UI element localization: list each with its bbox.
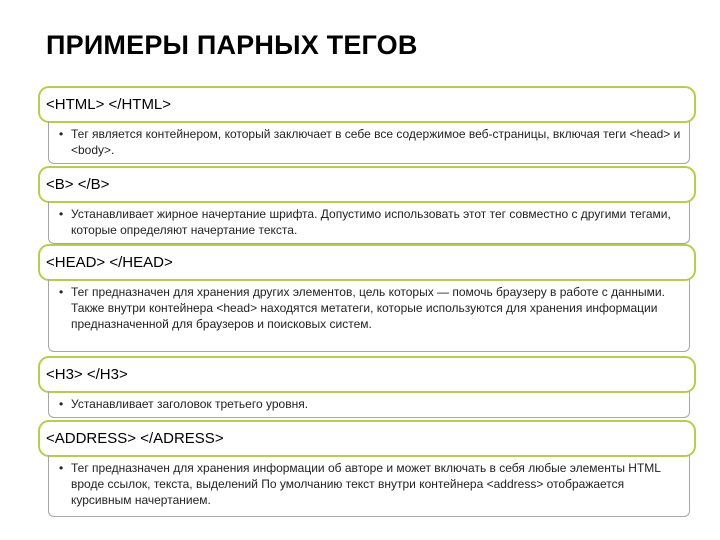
tag-label-html: <HTML> </HTML> bbox=[46, 96, 172, 113]
page-title: ПРИМЕРЫ ПАРНЫХ ТЕГОВ bbox=[46, 30, 418, 60]
tag-description-b bbox=[48, 201, 690, 244]
tag-box-html bbox=[38, 86, 696, 123]
bullet-icon: • bbox=[59, 207, 64, 221]
tag-label-head: <HEAD> </HEAD> bbox=[46, 254, 173, 271]
description-text-address: Тег предназначен для хранения информации об авторе и может включать в себя любые элементы HTML вроде ссылок, текста, выделений По умолчанию текст внутри контейнера <address> отображается курсивным начертанием. bbox=[71, 461, 661, 507]
description-text-b: Устанавливает жирное начертание шрифта. Допустимо использовать этот тег совместно с другими тегами, которые определяют начертание текста. bbox=[71, 207, 671, 237]
tag-label-h3: <H3> </H3> bbox=[46, 366, 128, 383]
description-text-html: Тег является контейнером, который заключает в себе все содержимое веб-страницы, включая теги <head> и <body>. bbox=[71, 127, 681, 157]
tag-label-address: <ADDRESS> </ADRESS> bbox=[46, 430, 224, 447]
tag-description-html bbox=[48, 121, 690, 164]
tag-box-address bbox=[38, 420, 696, 457]
bullet-icon: • bbox=[59, 461, 64, 475]
description-text-h3: Устанавливает заголовок третьего уровня. bbox=[71, 397, 309, 411]
tag-description-address bbox=[48, 455, 690, 517]
tag-box-head bbox=[38, 244, 696, 281]
description-text-head: Тег предназначен для хранения других элементов, цель которых — помочь браузеру в работе с данными. Также внутри контейнера <head> находятся метатеги, которые используются для хранения информации предназначенной для браузеров и поисковых систем. bbox=[71, 285, 665, 331]
bullet-icon: • bbox=[59, 397, 64, 411]
tag-description-head bbox=[48, 279, 690, 352]
tag-box-h3 bbox=[38, 356, 696, 393]
tag-label-b: <B> </B> bbox=[46, 176, 110, 193]
tag-description-h3 bbox=[48, 391, 690, 418]
tag-box-b bbox=[38, 166, 696, 203]
bullet-icon: • bbox=[59, 285, 64, 299]
bullet-icon: • bbox=[59, 127, 64, 141]
